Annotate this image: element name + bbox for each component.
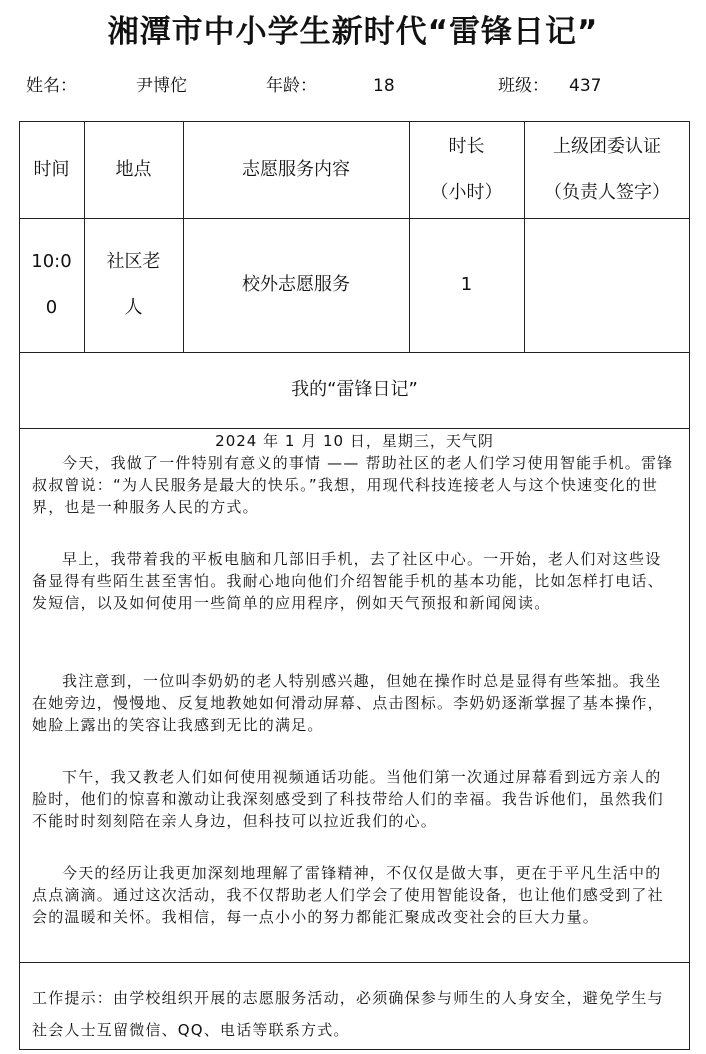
header-verify-line2: （负责人签字） <box>544 181 670 203</box>
row-content: 校外志愿服务 <box>242 274 350 295</box>
header-verify-line1: 上级团委认证 <box>553 135 661 157</box>
header-duration-line1: 时长 <box>448 135 485 157</box>
class-value: 437 <box>569 76 602 96</box>
class-label: 班级： <box>498 76 549 96</box>
row-place-line2: 人 <box>124 297 143 318</box>
header-duration <box>409 121 524 218</box>
diary-paragraph: 今天的经历让我更加深刻地理解了雷锋精神，不仅仅是做大事，更在于平凡生活中的点点滴滴。通过这次活动，我不仅帮助老人们学会了使用智能设备，也让他们感受到了社会的温暖和关怀。我相信，每一点小小的努力都能汇聚成改变社会的巨大力量。 <box>32 864 664 926</box>
header-duration-line2: （小时） <box>430 181 503 203</box>
age-value: 18 <box>373 76 395 96</box>
row-time-line1: 10:0 <box>31 251 72 272</box>
row-time-line2: 0 <box>45 297 58 318</box>
name-label: 姓名： <box>26 76 77 96</box>
header-content: 志愿服务内容 <box>242 158 350 180</box>
row-time <box>19 218 84 352</box>
name-value: 尹博佗 <box>136 76 187 96</box>
diary-paragraph: 下午，我又教老人们如何使用视频通话功能。当他们第一次通过屏幕看到远方亲人的脸时，他们的惊喜和激动让我深刻感受到了科技带给人们的幸福。我告诉他们，虽然我们不能时时刻刻陪在亲人身边，但科技可以拉近我们的心。 <box>32 768 664 830</box>
diary-paragraph: 今天，我做了一件特别有意义的事情 —— 帮助社区的老人们学习使用智能手机。雷锋叔叔曾说：“为人民服务是最大的快乐。”我想，用现代科技连接老人与这个快速变化的世界，也是一种服务人民的方式。 <box>32 454 674 516</box>
diary-heading: 我的“雷锋日记” <box>291 379 418 400</box>
header-verify <box>524 121 690 218</box>
row-place-line1: 社区老 <box>106 251 161 272</box>
diary-paragraph: 早上，我带着我的平板电脑和几部旧手机，去了社区中心。一开始，老人们对这些设备显得有些陌生甚至害怕。我耐心地向他们介绍智能手机的基本功能，比如怎样打电话、发短信，以及如何使用一些简单的应用程序，例如天气预报和新闻阅读。 <box>32 550 664 612</box>
grid-line <box>19 428 690 429</box>
age-label: 年龄： <box>266 76 317 96</box>
diary-date: 2024 年 1 月 10 日，星期三，天气阴 <box>215 432 494 450</box>
grid-line <box>19 962 690 963</box>
row-verify-signature <box>524 218 690 352</box>
header-time: 时间 <box>33 158 70 180</box>
row-place <box>84 218 183 352</box>
header-place: 地点 <box>115 158 152 180</box>
diary-paragraph: 我注意到，一位叫李奶奶的老人特别感兴趣，但她在操作时总是显得有些笨拙。我坐在她旁边，慢慢地、反复地教她如何滑动屏幕、点击图标。李奶奶逐渐掌握了基本操作，她脸上露出的笑容让我感到无比的满足。 <box>32 672 664 734</box>
row-duration: 1 <box>460 274 473 295</box>
page-title: 湘潭市中小学生新时代“雷锋日记” <box>107 14 599 50</box>
work-notice: 工作提示：由学校组织开展的志愿服务活动，必须确保参与师生的人身安全，避免学生与社会人士互留微信、QQ、电话等联系方式。 <box>32 989 664 1039</box>
